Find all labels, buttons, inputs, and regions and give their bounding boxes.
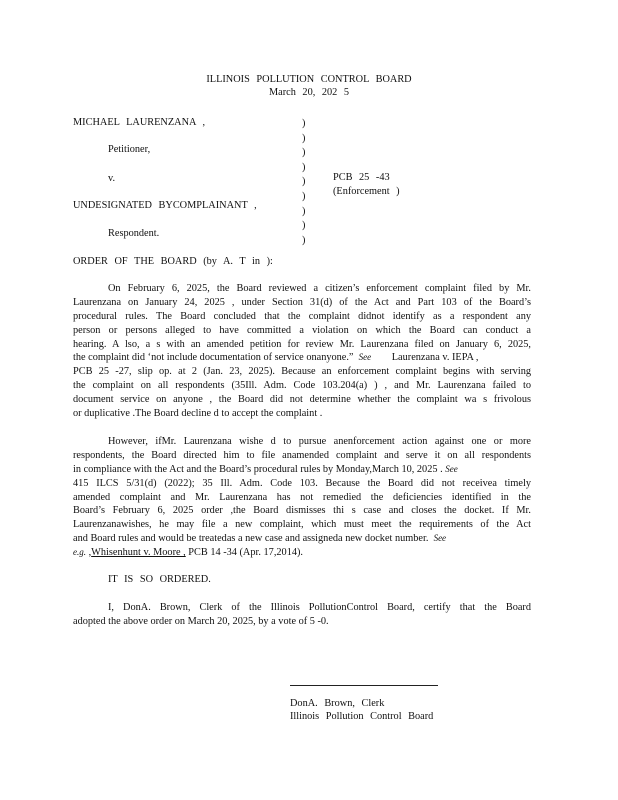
caption-paren: ) [302,132,306,144]
signature-name: DonA. Brown, Clerk [290,698,385,709]
case-number: PCB 25 -43 [333,172,390,183]
paragraph-line [73,532,531,546]
signature-title: Illinois Pollution Control Board [290,711,434,722]
caption-paren: ) [302,176,306,188]
signature-line [290,685,438,686]
eg-signal: e.g. [73,547,86,558]
order-heading: ORDER OF THE BOARD (by A. T in ): [73,256,273,267]
paragraph-line [73,351,531,365]
caption-paren: ) [302,190,306,202]
citation-case: Whisenhunt v. Moore , [91,547,186,559]
caption-parentheses [302,117,305,248]
petitioner-name: MICHAEL LAURENZANA , [73,117,206,128]
paragraph-line-text: and Board rules and would be treatedas a new case and assigneda new docket number. [73,533,429,545]
caption-paren: ) [302,205,306,217]
respondent-name: UNDESIGNATED BYCOMPLAINANT , [73,200,257,211]
paragraph-line: Board’s February 6, 2025 order ,the Board dismisses thi s case and closes the docket. If Mr. [73,505,531,517]
versus-label: v. [108,173,116,184]
caption-paren: ) [302,147,306,159]
paragraph-line-text: PCB 14 -34 (Apr. 17,2014). [188,547,303,559]
paragraph-line: Laurenzana on January 24, 2025 , under Section 31(d) of the Act and Part 103 of the Board’s [73,296,531,308]
caption-paren: ) [302,161,306,173]
paragraph-line: hearing. A lso, a s with an amended petition for review Mr. Laurenzana filed on January 6, 2025, [73,338,531,350]
case-type: (Enforcement ) [333,186,400,197]
paragraph-2 [73,435,531,560]
paragraph-line: person or persons alleged to have committed a violation on which the Board can conduct a [73,324,531,336]
paragraph-line: Laurenzanawishes, he may file a new complaint, which must meet the requirements of the Act [73,519,531,531]
paragraph-line: PCB 25 -27, slip op. at 2 (Jan. 23, 2025). Because an enforcement complaint begins with serving [73,366,531,378]
see-signal: See [358,352,372,363]
caption-paren: ) [302,118,306,129]
agency-title: ILLINOIS POLLUTION CONTROL BOARD [206,74,412,85]
paragraph-line [73,463,531,477]
order-date: March 20, 202 5 [268,87,350,98]
paragraph-1 [73,282,531,421]
paragraph-line: respondents, the Board directed him to file anamended complaint and serve it on all respondents [73,449,531,461]
so-ordered: IT IS SO ORDERED. [108,574,211,585]
caption-paren: ) [302,220,306,232]
paragraph-line: e.g. ,Whisenhunt v. Moore , PCB 14 -34 (Apr. 17,2014). [73,547,303,559]
respondent-role: Respondent. [108,228,160,239]
certification-line: adopted the above order on March 20, 2025, by a vote of 5 -0. [73,615,329,627]
petitioner-role: Petitioner, [108,144,151,155]
paragraph-line: document service on anyone , the Board did not determine whether the complaint wa s frivolous [73,394,531,406]
paragraph-line-text: the complaint did ‘not include documentation of service onanyone.” [73,352,354,364]
certification [73,601,531,629]
paragraph-line: 415 ILCS 5/31(d) (2022); 35 Ill. Adm. Code 103. Because the Board did not receivea timely [73,477,531,489]
paragraph-line: the complaint on all respondents (35Ill. Adm. Code 103.204(a) ) , and Mr. Laurenzana failed to [73,380,531,392]
paragraph-line: or duplicative .The Board decline d to accept the complaint . [73,408,323,420]
paragraph-line: On February 6, 2025, the Board reviewed a citizen’s enforcement complaint filed by Mr. [108,283,531,294]
paragraph-line-text: in compliance with the Act and the Board’s procedural rules by Monday,March 10, 2025 . [73,463,443,475]
certification-line: I, DonA. Brown, Clerk of the Illinois PollutionControl Board, certify that the Board [108,602,531,613]
caption-paren: ) [302,234,306,246]
see-signal: See [433,533,447,544]
see-signal: See [445,463,458,474]
paragraph-line: However, ifMr. Laurenzana wishe d to pursue anenforcement action against one or more [108,436,531,447]
citation: Laurenzana v. IEPA , [391,352,479,364]
paragraph-line: amended complaint and Mr. Laurenzana has not remedied the deficiencies identified in the [73,491,531,503]
paragraph-line: procedural rules. The Board concluded that the complaint didnot identify as a respondent any [73,310,531,322]
